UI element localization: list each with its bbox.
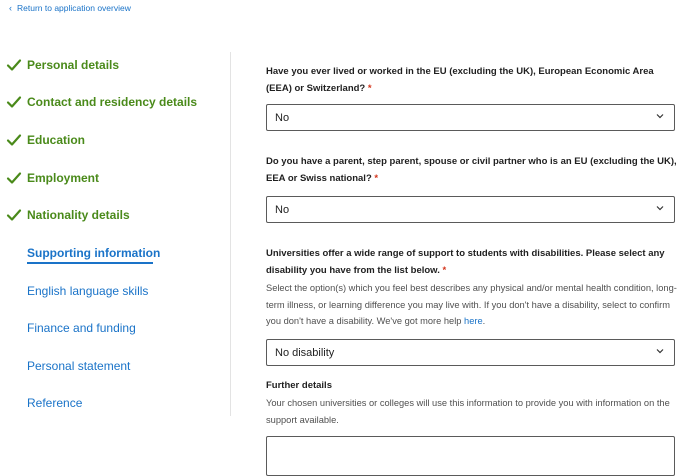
eu-family-selected-value: No	[275, 203, 290, 216]
check-icon	[6, 132, 22, 148]
sidebar-item-label: Finance and funding	[27, 321, 136, 335]
chevron-left-icon: ‹	[9, 3, 12, 13]
eu-residency-selected-value: No	[275, 111, 290, 124]
chevron-down-icon	[656, 204, 664, 212]
disability-help-end: .	[482, 316, 486, 326]
sidebar-item-label: Employment	[27, 171, 100, 185]
disability-select[interactable]	[266, 339, 675, 366]
eu-residency-select[interactable]	[266, 104, 675, 131]
required-marker: *	[442, 265, 447, 276]
eu-family-select[interactable]	[266, 196, 675, 223]
sidebar-item-label: Supporting information	[27, 246, 161, 260]
eu-family-question	[266, 153, 678, 187]
disability-help-text	[266, 280, 678, 330]
disability-selected-value: No disability	[275, 346, 335, 359]
required-marker: *	[374, 173, 379, 184]
check-icon	[6, 207, 22, 223]
current-section-underline	[27, 262, 153, 264]
required-marker: *	[367, 83, 372, 94]
sidebar-divider	[230, 52, 231, 416]
sidebar-item-label: Contact and residency details	[27, 95, 198, 109]
check-icon	[6, 94, 22, 110]
sidebar-item-label: English language skills	[27, 284, 149, 298]
check-icon	[6, 57, 22, 73]
disability-question-text: Universities offer a wide range of support to students with disabilities. Please select any disability you have from the list below.	[266, 248, 665, 276]
further-details-help: Your chosen universities or colleges will use this information to provide you with information on the support available.	[266, 398, 670, 425]
disability-help-body: Select the option(s) which you feel best describes any physical and/or mental health condition, long-term illness, or learning difference you may live with. If you don't have a disability, select to confirm you don't have a disability. We've got more help	[266, 283, 677, 326]
return-to-overview-link[interactable]	[9, 3, 131, 13]
sidebar-item-label: Personal statement	[27, 359, 131, 373]
sidebar-item-label: Education	[27, 133, 86, 147]
chevron-down-icon	[656, 347, 664, 355]
return-to-overview-label: Return to application overview	[17, 3, 131, 13]
disability-help-link[interactable]: here	[464, 316, 483, 326]
sidebar-item-label: Reference	[27, 396, 83, 410]
further-details-label: Further details	[266, 380, 332, 391]
eu-family-question-text: Do you have a parent, step parent, spouse or civil partner who is an EU (excluding the UK), EEA or Swiss national?	[266, 156, 677, 184]
sidebar-item-label: Personal details	[27, 58, 120, 72]
chevron-down-icon	[656, 112, 664, 120]
disability-question	[266, 245, 678, 279]
further-details-textarea[interactable]	[266, 436, 675, 476]
eu-residency-question-text: Have you ever lived or worked in the EU (excluding the UK), European Economic Area (EEA) or Switzerland?	[266, 66, 654, 94]
eu-residency-question	[266, 63, 678, 97]
check-icon	[6, 170, 22, 186]
further-details-heading	[266, 377, 678, 394]
sidebar-item-label: Nationality details	[27, 208, 130, 222]
